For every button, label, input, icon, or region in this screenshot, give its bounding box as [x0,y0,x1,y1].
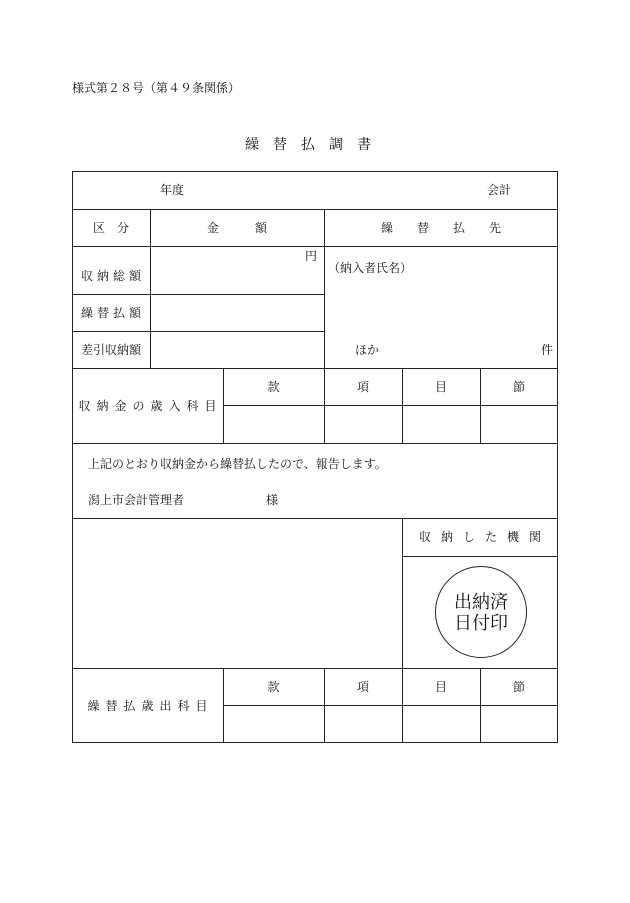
expenditure-kou-header: 項 [356,680,369,694]
row-divider [72,443,558,444]
report-statement: 上記のとおり収納金から繰替払したので、報告します。 [88,457,387,471]
count-unit: 件 [541,343,554,357]
column-divider [480,668,481,743]
net-received-label: 差引収納額 [80,343,141,357]
honorific: 様 [266,493,279,507]
expenditure-subject-label: 繰替払歳出科目 [87,699,214,713]
column-divider [324,668,325,743]
addressee: 潟上市会計管理者 [88,493,185,507]
seal-line-1: 出納済 [454,592,508,613]
revenue-subject-label: 収納金の歳入科目 [78,399,223,413]
column-divider [402,668,403,743]
revenue-kan-header: 款 [267,380,280,394]
yen-unit: 円 [305,249,318,263]
receipt-date-seal [435,566,527,658]
row-divider [72,246,558,247]
expenditure-moku-header: 目 [434,680,447,694]
expenditure-kan-header: 款 [267,680,280,694]
row-divider [402,556,558,557]
substitute-paid-label: 繰替払額 [80,306,145,320]
column-divider [402,368,403,443]
payee-header: 繰 替 払 先 [380,221,501,235]
expenditure-setsu-header: 節 [512,680,525,694]
document-title: 繰替払調書 [245,137,385,153]
revenue-kou-header: 項 [356,380,369,394]
payer-name-label: （納入者氏名） [328,261,413,275]
row-divider [72,368,558,369]
column-divider [324,368,325,443]
amount-header: 金 額 [206,221,267,235]
seal-line-2: 日付印 [454,613,508,634]
fiscal-year-label: 年度 [160,183,185,197]
row-divider [223,705,558,706]
column-divider [480,368,481,443]
row-divider [72,209,558,210]
row-divider [223,405,558,406]
row-divider [72,294,324,295]
revenue-moku-header: 目 [434,380,447,394]
form-number: 様式第２８号（第４９条関係） [72,81,241,95]
revenue-setsu-header: 節 [512,380,525,394]
account-label: 会計 [487,183,512,197]
row-divider [72,331,324,332]
receiving-institution-label: 収納した機関 [418,530,551,544]
total-received-label: 収納総額 [80,269,145,283]
others-label: ほか [355,343,380,357]
row-divider [72,518,558,519]
row-divider [72,668,558,669]
division-header: 区 分 [92,221,129,235]
